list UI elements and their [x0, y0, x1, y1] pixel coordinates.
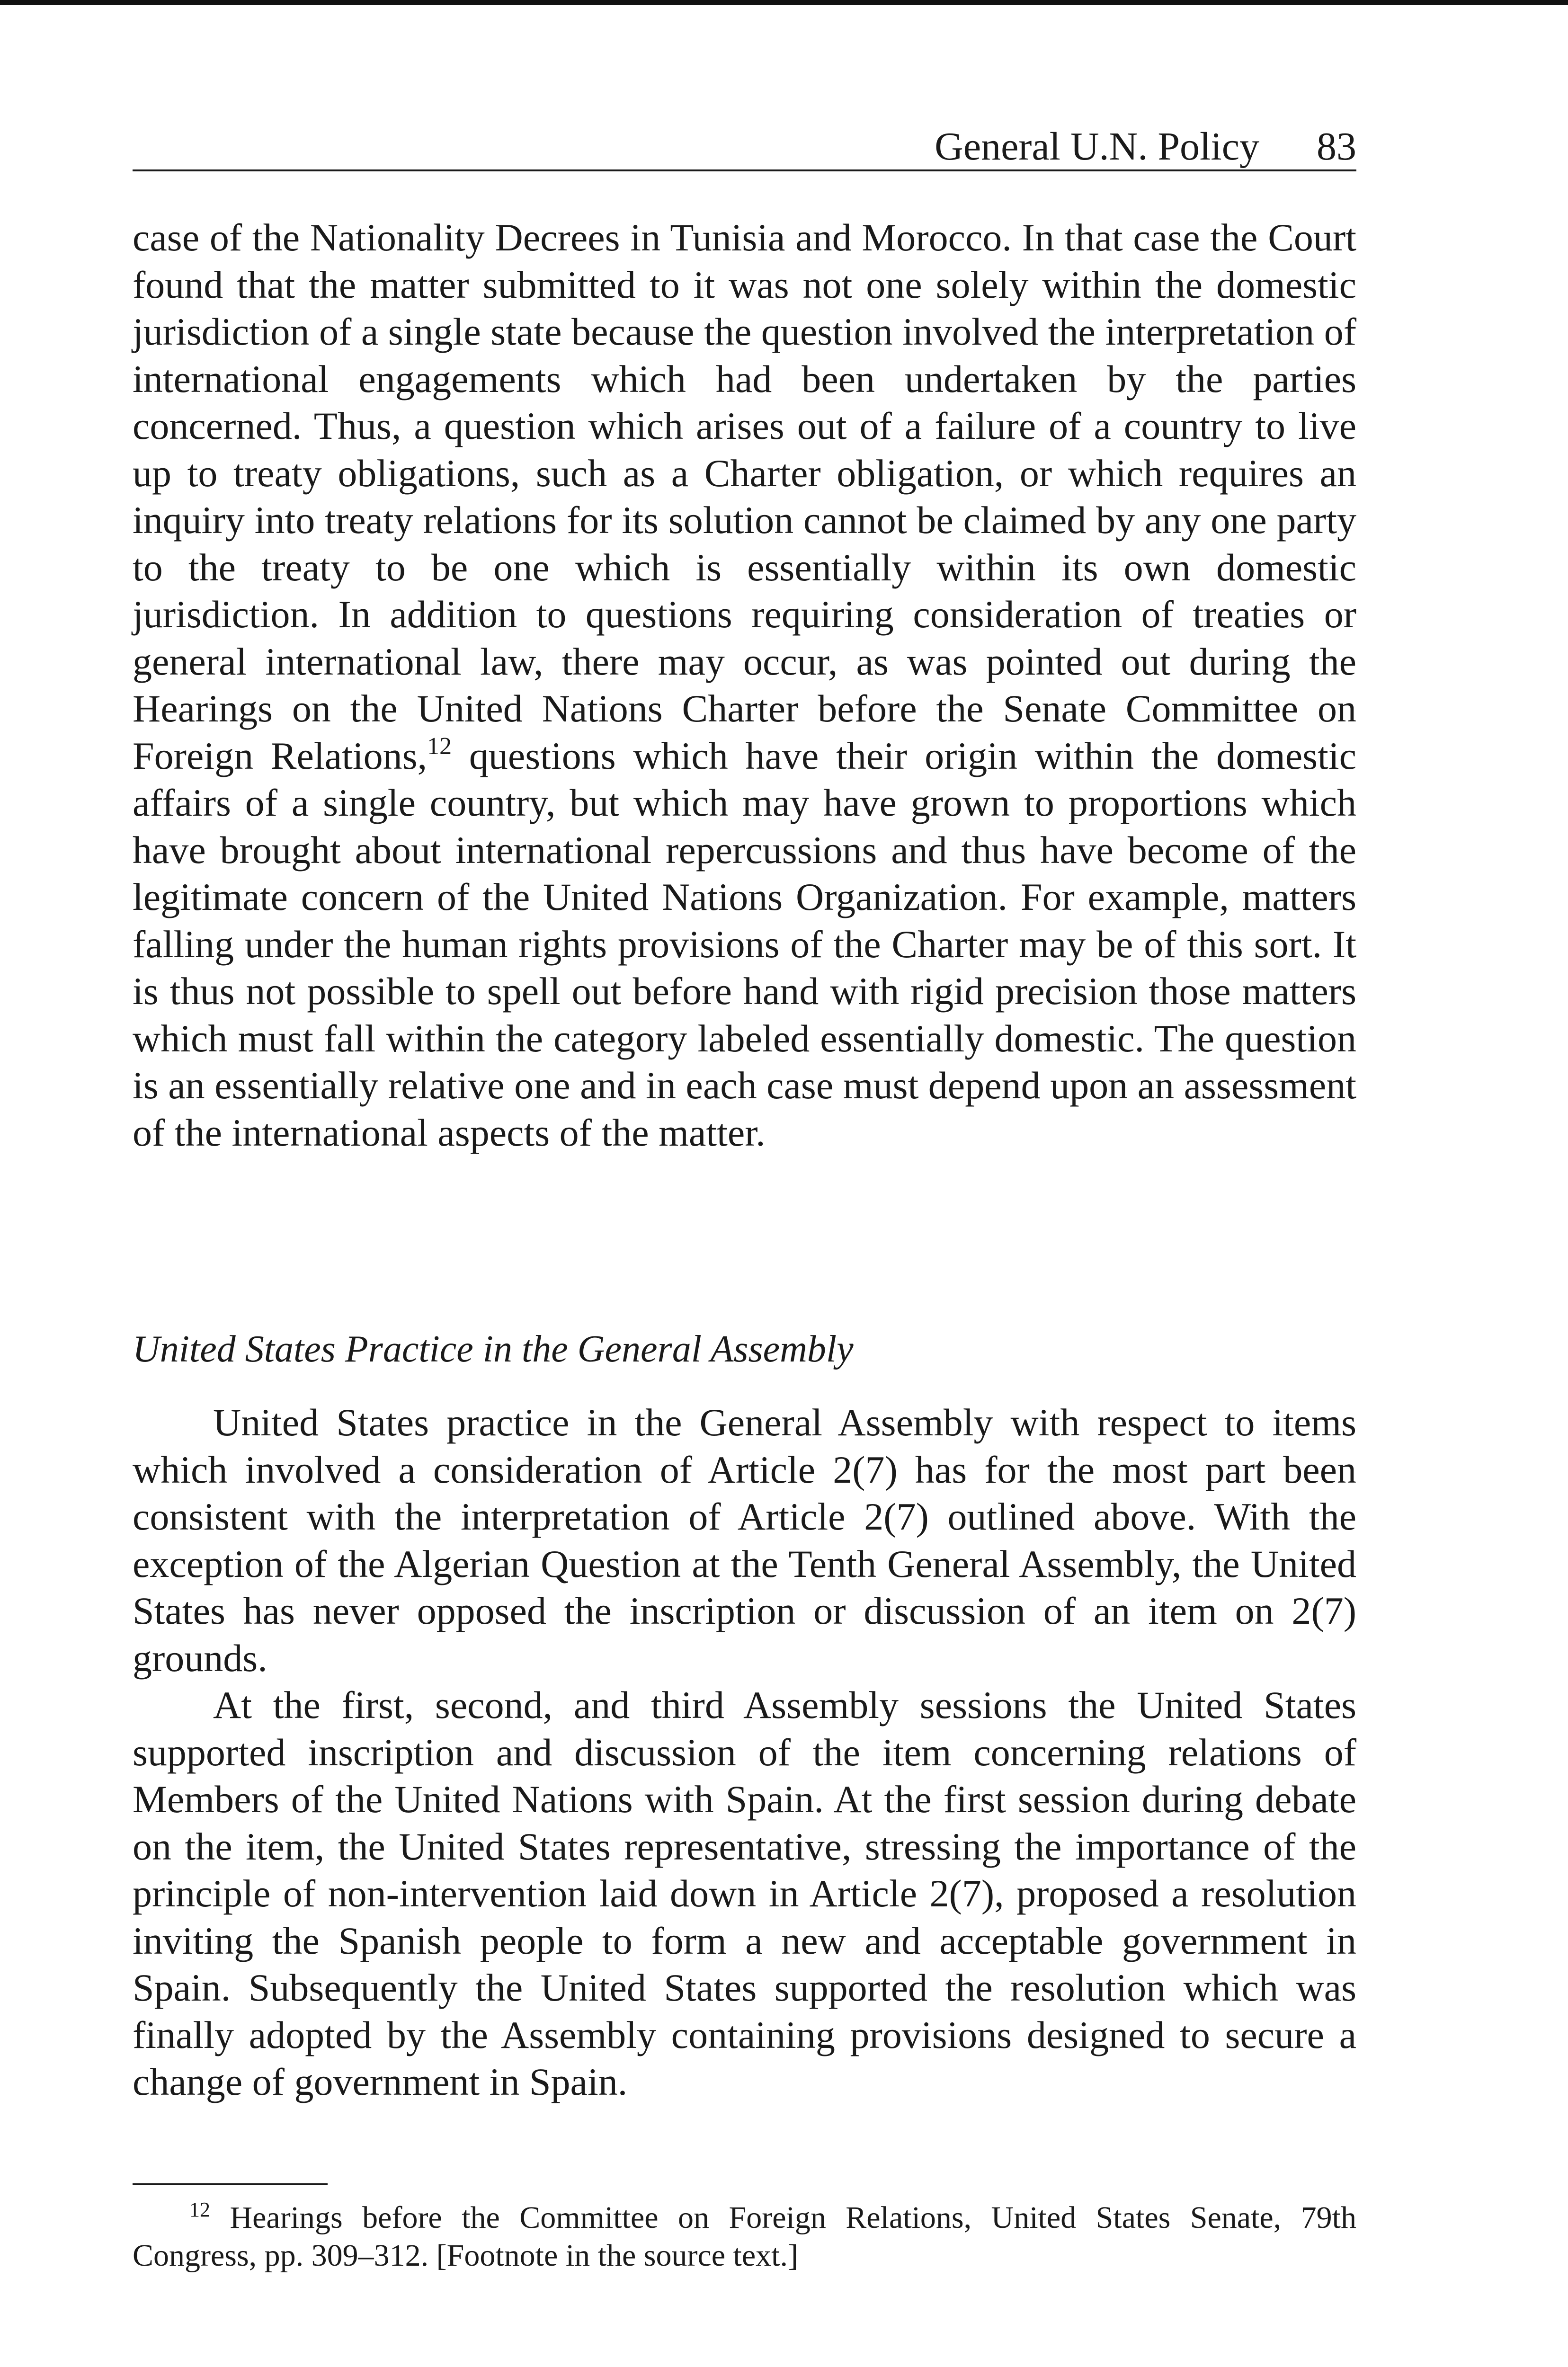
footnote-separator	[133, 2183, 328, 2185]
footnote-text: Hearings before the Committee on Foreign Relations, United States Senate, 79th Congress, pp. 309–312. [Footnote in the source text.]	[133, 2200, 1356, 2273]
body-paragraph-3: At the first, second, and third Assembly sessions the United States supported inscription and discussion of the item concerning relations of Members of the United Nations with Spain. At the first session during debate on the item, the United States representative, stressing the importance of the principle of non-intervention laid down in Article 2(7), proposed a resolution inviting the Spanish people to form a new and acceptable government in Spain. Subsequently the United States supported the resolution which was finally adopted by the Assembly containing provisions designed to secure a change of government in Spain.	[133, 1683, 1356, 2103]
footnote-marker: 12	[189, 2198, 210, 2221]
footnote	[133, 2199, 1356, 2275]
running-title: General U.N. Policy	[935, 125, 1259, 169]
top-edge-rule	[0, 0, 1568, 5]
footnote-reference: 12	[427, 732, 452, 760]
body-paragraph-1	[133, 214, 1356, 1156]
paragraph-text-continued: questions which have their origin within the domestic affairs of a single country, but which may have grown to proportions which have brought about international repercussions and thus have become of the legitimate concern of the United Nations Organization. For example, matters falling under the human rights provisions of the Charter may be of this sort. It is thus not possible to spell out before hand with rigid precision those matters which must fall within the category labeled essentially domestic. The question is an essentially relative one and in each case must depend upon an assessment of the international aspects of the matter.	[133, 734, 1356, 1154]
paragraph-text: case of the Nationality Decrees in Tunisia and Morocco. In that case the Court found that the matter submitted to it was not one solely within the domestic jurisdiction of a single state because the question involved the interpretation of international engagements which had been undertaken by the parties concerned. Thus, a question which arises out of a failure of a country to live up to treaty obligations, such as a Charter obligation, or which requires an inquiry into treaty relations for its solution cannot be claimed by any one party to the treaty to be one which is essentially within its own domestic jurisdiction. In addition to questions requiring consideration of treaties or general international law, there may occur, as was pointed out during the Hearings on the United Nations Charter before the Senate Committee on Foreign Relations,	[133, 216, 1356, 777]
section-heading: United States Practice in the General Assembly	[133, 1328, 854, 1370]
running-header	[133, 127, 1356, 171]
page-number: 83	[1317, 125, 1356, 169]
body-section	[133, 1399, 1356, 2106]
body-paragraph-2: United States practice in the General Assembly with respect to items which involved a consideration of Article 2(7) has for the most part been consistent with the interpretation of Article 2(7) outlined above. With the exception of the Algerian Question at the Tenth General Assembly, the United States has never opposed the inscription or discussion of an item on 2(7) grounds.	[133, 1401, 1356, 1680]
